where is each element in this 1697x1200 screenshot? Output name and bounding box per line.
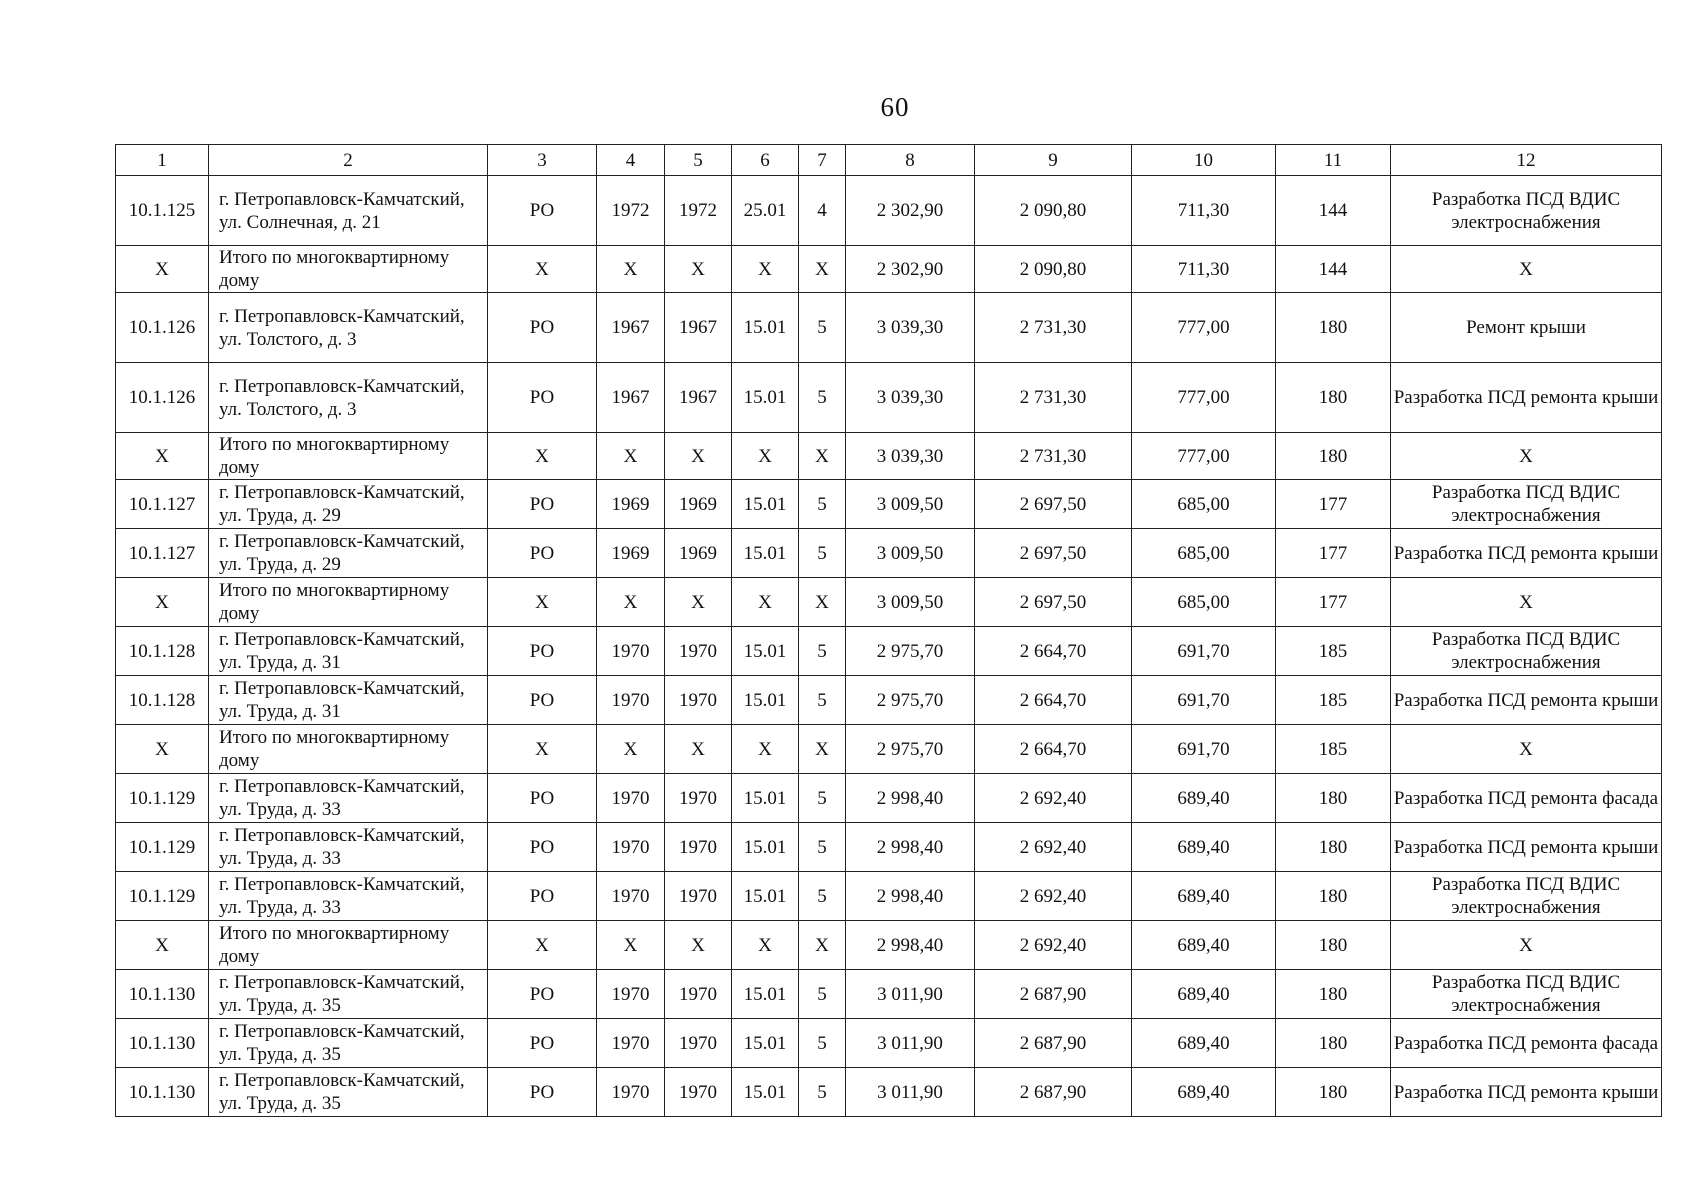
- table-cell-col-6: 15.01: [732, 627, 799, 676]
- table-cell-col-5: 1970: [665, 872, 732, 921]
- table-cell-col-1: Х: [116, 246, 209, 293]
- table-cell-col-3: Х: [488, 578, 597, 627]
- table-cell-col-10: 689,40: [1132, 823, 1276, 872]
- table-cell-col-4: 1970: [597, 872, 665, 921]
- table-cell-col-11: 180: [1276, 363, 1391, 433]
- table-cell-col-12: Х: [1391, 921, 1662, 970]
- table-cell-col-10: 777,00: [1132, 433, 1276, 480]
- table-cell-col-8: 3 009,50: [846, 529, 975, 578]
- table-cell-col-11: 180: [1276, 433, 1391, 480]
- table-cell-col-4: 1970: [597, 1019, 665, 1068]
- table-row: [116, 363, 1662, 433]
- table-cell-col-4: 1967: [597, 363, 665, 433]
- table-cell-col-9: 2 731,30: [975, 293, 1132, 363]
- table-row: [116, 774, 1662, 823]
- table-cell-col-5: Х: [665, 246, 732, 293]
- table-cell-col-3: РО: [488, 293, 597, 363]
- table-cell-col-9: 2 692,40: [975, 823, 1132, 872]
- table-cell-col-4: 1967: [597, 293, 665, 363]
- table-cell-col-3: РО: [488, 970, 597, 1019]
- table-cell-col-2: Итого по многоквартирному дому: [209, 921, 488, 970]
- table-cell-col-2: Итого по многоквартирному дому: [209, 433, 488, 480]
- table-cell-col-7: Х: [799, 725, 846, 774]
- table-cell-col-8: 3 011,90: [846, 1019, 975, 1068]
- table-cell-col-4: 1970: [597, 774, 665, 823]
- table-cell-col-9: 2 697,50: [975, 529, 1132, 578]
- table-cell-col-1: Х: [116, 433, 209, 480]
- table-cell-col-7: 5: [799, 293, 846, 363]
- table-cell-col-10: 689,40: [1132, 774, 1276, 823]
- table-cell-col-12: Разработка ПСД ремонта крыши: [1391, 676, 1662, 725]
- table-cell-col-2: г. Петропавловск-Камчатский, ул. Труда, д. 29: [209, 480, 488, 529]
- table-row: [116, 480, 1662, 529]
- header-cell: 4: [597, 145, 665, 176]
- table-cell-col-8: 2 998,40: [846, 921, 975, 970]
- table-cell-col-7: 5: [799, 872, 846, 921]
- total-row: [116, 921, 1662, 970]
- table-cell-col-4: Х: [597, 246, 665, 293]
- table-cell-col-12: Х: [1391, 246, 1662, 293]
- table-cell-col-12: Разработка ПСД ремонта фасада: [1391, 1019, 1662, 1068]
- table-cell-col-10: 689,40: [1132, 1019, 1276, 1068]
- table-cell-col-6: 15.01: [732, 529, 799, 578]
- table-cell-col-8: 3 039,30: [846, 363, 975, 433]
- table-cell-col-5: 1970: [665, 1068, 732, 1117]
- table-cell-col-7: 5: [799, 676, 846, 725]
- table-cell-col-10: 691,70: [1132, 627, 1276, 676]
- table-cell-col-7: 5: [799, 1068, 846, 1117]
- table-cell-col-6: Х: [732, 246, 799, 293]
- table-cell-col-3: РО: [488, 676, 597, 725]
- header-cell: 11: [1276, 145, 1391, 176]
- table-cell-col-3: РО: [488, 529, 597, 578]
- table-cell-col-3: РО: [488, 872, 597, 921]
- table-cell-col-2: г. Петропавловск-Камчатский, ул. Труда, д. 33: [209, 872, 488, 921]
- table-cell-col-2: г. Петропавловск-Камчатский, ул. Толстого, д. 3: [209, 363, 488, 433]
- table-cell-col-3: Х: [488, 246, 597, 293]
- table-cell-col-3: РО: [488, 1019, 597, 1068]
- table-cell-col-9: 2 664,70: [975, 627, 1132, 676]
- table-cell-col-11: 180: [1276, 823, 1391, 872]
- table-cell-col-11: 144: [1276, 246, 1391, 293]
- table-cell-col-11: 180: [1276, 1068, 1391, 1117]
- table-cell-col-11: 144: [1276, 176, 1391, 246]
- table-row: [116, 529, 1662, 578]
- table-cell-col-11: 180: [1276, 1019, 1391, 1068]
- table-row: [116, 293, 1662, 363]
- table-cell-col-9: 2 090,80: [975, 246, 1132, 293]
- table-cell-col-3: РО: [488, 363, 597, 433]
- table-cell-col-12: Разработка ПСД ВДИС электроснабжения: [1391, 176, 1662, 246]
- header-cell: 1: [116, 145, 209, 176]
- table-cell-col-6: 15.01: [732, 823, 799, 872]
- table-cell-col-7: 5: [799, 529, 846, 578]
- table-cell-col-10: 689,40: [1132, 970, 1276, 1019]
- table-cell-col-2: Итого по многоквартирному дому: [209, 578, 488, 627]
- table-row: [116, 627, 1662, 676]
- table-cell-col-10: 689,40: [1132, 872, 1276, 921]
- table-row: [116, 1068, 1662, 1117]
- table-cell-col-12: Х: [1391, 578, 1662, 627]
- header-cell: 8: [846, 145, 975, 176]
- table-cell-col-12: Х: [1391, 725, 1662, 774]
- table-cell-col-9: 2 687,90: [975, 1019, 1132, 1068]
- table-cell-col-5: 1969: [665, 529, 732, 578]
- table-cell-col-5: Х: [665, 433, 732, 480]
- table-cell-col-8: 2 998,40: [846, 823, 975, 872]
- table-cell-col-7: Х: [799, 578, 846, 627]
- table-cell-col-11: 180: [1276, 293, 1391, 363]
- table-cell-col-10: 711,30: [1132, 246, 1276, 293]
- table-cell-col-11: 180: [1276, 970, 1391, 1019]
- table-cell-col-4: 1969: [597, 529, 665, 578]
- table-cell-col-11: 180: [1276, 872, 1391, 921]
- table-cell-col-8: 2 302,90: [846, 176, 975, 246]
- table-cell-col-4: 1969: [597, 480, 665, 529]
- table-cell-col-7: Х: [799, 433, 846, 480]
- table-cell-col-3: РО: [488, 1068, 597, 1117]
- table-cell-col-7: 5: [799, 363, 846, 433]
- table-cell-col-12: Разработка ПСД ВДИС электроснабжения: [1391, 627, 1662, 676]
- table-cell-col-3: РО: [488, 480, 597, 529]
- total-row: [116, 433, 1662, 480]
- table-cell-col-11: 180: [1276, 774, 1391, 823]
- table-cell-col-3: Х: [488, 433, 597, 480]
- table-cell-col-7: Х: [799, 246, 846, 293]
- table-cell-col-8: 2 998,40: [846, 774, 975, 823]
- table-cell-col-5: Х: [665, 578, 732, 627]
- table-cell-col-12: Разработка ПСД ВДИС электроснабжения: [1391, 970, 1662, 1019]
- table-cell-col-6: 15.01: [732, 872, 799, 921]
- table-cell-col-2: Итого по многоквартирному дому: [209, 725, 488, 774]
- table-cell-col-3: РО: [488, 823, 597, 872]
- table-cell-col-5: 1970: [665, 676, 732, 725]
- table-cell-col-8: 3 011,90: [846, 970, 975, 1019]
- table-cell-col-1: 10.1.127: [116, 480, 209, 529]
- table-cell-col-10: 685,00: [1132, 578, 1276, 627]
- header-row: [116, 145, 1662, 176]
- table-cell-col-5: 1972: [665, 176, 732, 246]
- table-cell-col-2: г. Петропавловск-Камчатский, ул. Труда, д. 33: [209, 774, 488, 823]
- table-cell-col-6: 15.01: [732, 363, 799, 433]
- table-cell-col-6: 15.01: [732, 480, 799, 529]
- table-cell-col-3: РО: [488, 627, 597, 676]
- table-cell-col-10: 691,70: [1132, 725, 1276, 774]
- table-cell-col-1: 10.1.126: [116, 363, 209, 433]
- table-cell-col-9: 2 664,70: [975, 676, 1132, 725]
- table-cell-col-9: 2 090,80: [975, 176, 1132, 246]
- total-row: [116, 246, 1662, 293]
- table-cell-col-3: Х: [488, 725, 597, 774]
- table-cell-col-6: 15.01: [732, 1019, 799, 1068]
- table-cell-col-8: 3 039,30: [846, 293, 975, 363]
- table-cell-col-11: 177: [1276, 480, 1391, 529]
- table-cell-col-11: 177: [1276, 578, 1391, 627]
- table-cell-col-4: 1970: [597, 1068, 665, 1117]
- table-cell-col-2: г. Петропавловск-Камчатский, ул. Труда, д. 31: [209, 676, 488, 725]
- table-cell-col-10: 689,40: [1132, 1068, 1276, 1117]
- table-cell-col-6: 15.01: [732, 970, 799, 1019]
- table-cell-col-5: 1970: [665, 627, 732, 676]
- table-cell-col-10: 685,00: [1132, 480, 1276, 529]
- table-cell-col-11: 185: [1276, 676, 1391, 725]
- table-cell-col-1: 10.1.129: [116, 823, 209, 872]
- table-cell-col-9: 2 731,30: [975, 363, 1132, 433]
- table-cell-col-5: 1970: [665, 774, 732, 823]
- table-cell-col-2: г. Петропавловск-Камчатский, ул. Труда, д. 33: [209, 823, 488, 872]
- table-cell-col-11: 180: [1276, 921, 1391, 970]
- table-cell-col-12: Разработка ПСД ремонта крыши: [1391, 823, 1662, 872]
- data-table: [115, 144, 1662, 1117]
- table-cell-col-8: 2 975,70: [846, 627, 975, 676]
- table-cell-col-12: Ремонт крыши: [1391, 293, 1662, 363]
- table-cell-col-7: 5: [799, 1019, 846, 1068]
- table-cell-col-4: 1970: [597, 627, 665, 676]
- table-cell-col-4: 1972: [597, 176, 665, 246]
- table-cell-col-5: 1967: [665, 363, 732, 433]
- table-row: [116, 176, 1662, 246]
- table-cell-col-10: 777,00: [1132, 363, 1276, 433]
- table-cell-col-11: 185: [1276, 627, 1391, 676]
- table-cell-col-1: 10.1.129: [116, 872, 209, 921]
- table-row: [116, 872, 1662, 921]
- table-cell-col-12: Разработка ПСД ВДИС электроснабжения: [1391, 872, 1662, 921]
- table-cell-col-10: 711,30: [1132, 176, 1276, 246]
- table-cell-col-9: 2 692,40: [975, 872, 1132, 921]
- table-cell-col-1: Х: [116, 921, 209, 970]
- table-cell-col-11: 177: [1276, 529, 1391, 578]
- header-cell: 5: [665, 145, 732, 176]
- table-cell-col-6: Х: [732, 921, 799, 970]
- page-number: 60: [880, 92, 910, 122]
- table-cell-col-6: Х: [732, 725, 799, 774]
- table-cell-col-5: 1967: [665, 293, 732, 363]
- total-row: [116, 725, 1662, 774]
- table-cell-col-12: Разработка ПСД ремонта фасада: [1391, 774, 1662, 823]
- table-cell-col-1: 10.1.130: [116, 970, 209, 1019]
- table-cell-col-1: Х: [116, 578, 209, 627]
- table-body: [116, 145, 1662, 1117]
- table-cell-col-8: 2 975,70: [846, 725, 975, 774]
- table-cell-col-8: 2 975,70: [846, 676, 975, 725]
- table-cell-col-6: 15.01: [732, 676, 799, 725]
- table-cell-col-2: г. Петропавловск-Камчатский, ул. Труда, д. 35: [209, 970, 488, 1019]
- table-cell-col-8: 3 039,30: [846, 433, 975, 480]
- table-cell-col-10: 691,70: [1132, 676, 1276, 725]
- table-cell-col-4: 1970: [597, 676, 665, 725]
- table-cell-col-12: Разработка ПСД ВДИС электроснабжения: [1391, 480, 1662, 529]
- table-cell-col-9: 2 687,90: [975, 970, 1132, 1019]
- table-cell-col-12: Разработка ПСД ремонта крыши: [1391, 1068, 1662, 1117]
- table-cell-col-6: 15.01: [732, 293, 799, 363]
- table-cell-col-10: 689,40: [1132, 921, 1276, 970]
- table-cell-col-5: 1970: [665, 1019, 732, 1068]
- table-cell-col-2: г. Петропавловск-Камчатский, ул. Труда, д. 35: [209, 1019, 488, 1068]
- table-cell-col-4: Х: [597, 433, 665, 480]
- table-cell-col-4: Х: [597, 921, 665, 970]
- table-cell-col-7: 5: [799, 774, 846, 823]
- table-cell-col-9: 2 697,50: [975, 480, 1132, 529]
- table-cell-col-12: Разработка ПСД ремонта крыши: [1391, 363, 1662, 433]
- table-cell-col-6: Х: [732, 578, 799, 627]
- table-cell-col-7: 5: [799, 823, 846, 872]
- table-cell-col-2: г. Петропавловск-Камчатский, ул. Толстого, д. 3: [209, 293, 488, 363]
- table-cell-col-4: Х: [597, 725, 665, 774]
- table-cell-col-9: 2 697,50: [975, 578, 1132, 627]
- table-cell-col-12: Х: [1391, 433, 1662, 480]
- table-cell-col-8: 3 011,90: [846, 1068, 975, 1117]
- table-cell-col-2: Итого по многоквартирному дому: [209, 246, 488, 293]
- table-cell-col-5: 1969: [665, 480, 732, 529]
- table-cell-col-6: 15.01: [732, 774, 799, 823]
- table-cell-col-8: 2 302,90: [846, 246, 975, 293]
- table-cell-col-5: 1970: [665, 970, 732, 1019]
- table-cell-col-2: г. Петропавловск-Камчатский, ул. Труда, д. 31: [209, 627, 488, 676]
- table-cell-col-9: 2 664,70: [975, 725, 1132, 774]
- table-cell-col-1: 10.1.128: [116, 627, 209, 676]
- table-cell-col-9: 2 692,40: [975, 921, 1132, 970]
- table-cell-col-4: 1970: [597, 823, 665, 872]
- table-cell-col-1: 10.1.125: [116, 176, 209, 246]
- header-cell: 10: [1132, 145, 1276, 176]
- table-cell-col-1: Х: [116, 725, 209, 774]
- table-cell-col-11: 185: [1276, 725, 1391, 774]
- table-cell-col-9: 2 687,90: [975, 1068, 1132, 1117]
- table-cell-col-7: 5: [799, 480, 846, 529]
- table-cell-col-2: г. Петропавловск-Камчатский, ул. Солнечная, д. 21: [209, 176, 488, 246]
- table-row: [116, 1019, 1662, 1068]
- table-cell-col-5: Х: [665, 921, 732, 970]
- table-cell-col-9: 2 731,30: [975, 433, 1132, 480]
- table-cell-col-8: 2 998,40: [846, 872, 975, 921]
- table-cell-col-6: 15.01: [732, 1068, 799, 1117]
- table-cell-col-5: Х: [665, 725, 732, 774]
- table-cell-col-1: 10.1.129: [116, 774, 209, 823]
- table-cell-col-7: 5: [799, 970, 846, 1019]
- table-cell-col-4: 1970: [597, 970, 665, 1019]
- header-cell: 2: [209, 145, 488, 176]
- table-row: [116, 823, 1662, 872]
- table-cell-col-1: 10.1.130: [116, 1068, 209, 1117]
- table-cell-col-3: РО: [488, 176, 597, 246]
- table-cell-col-1: 10.1.127: [116, 529, 209, 578]
- total-row: [116, 578, 1662, 627]
- table-cell-col-1: 10.1.128: [116, 676, 209, 725]
- table-cell-col-1: 10.1.130: [116, 1019, 209, 1068]
- table-cell-col-7: Х: [799, 921, 846, 970]
- table-cell-col-3: Х: [488, 921, 597, 970]
- table-cell-col-10: 777,00: [1132, 293, 1276, 363]
- table-cell-col-8: 3 009,50: [846, 480, 975, 529]
- table-row: [116, 676, 1662, 725]
- table-cell-col-1: 10.1.126: [116, 293, 209, 363]
- table-cell-col-6: 25.01: [732, 176, 799, 246]
- header-cell: 6: [732, 145, 799, 176]
- table-cell-col-6: Х: [732, 433, 799, 480]
- table-cell-col-5: 1970: [665, 823, 732, 872]
- table-cell-col-3: РО: [488, 774, 597, 823]
- table-cell-col-2: г. Петропавловск-Камчатский, ул. Труда, д. 29: [209, 529, 488, 578]
- table-row: [116, 970, 1662, 1019]
- table-cell-col-10: 685,00: [1132, 529, 1276, 578]
- table-cell-col-7: 4: [799, 176, 846, 246]
- header-cell: 9: [975, 145, 1132, 176]
- table-cell-col-7: 5: [799, 627, 846, 676]
- header-cell: 7: [799, 145, 846, 176]
- header-cell: 3: [488, 145, 597, 176]
- table-cell-col-12: Разработка ПСД ремонта крыши: [1391, 529, 1662, 578]
- table-cell-col-8: 3 009,50: [846, 578, 975, 627]
- table-cell-col-4: Х: [597, 578, 665, 627]
- header-cell: 12: [1391, 145, 1662, 176]
- table-cell-col-2: г. Петропавловск-Камчатский, ул. Труда, д. 35: [209, 1068, 488, 1117]
- table-cell-col-9: 2 692,40: [975, 774, 1132, 823]
